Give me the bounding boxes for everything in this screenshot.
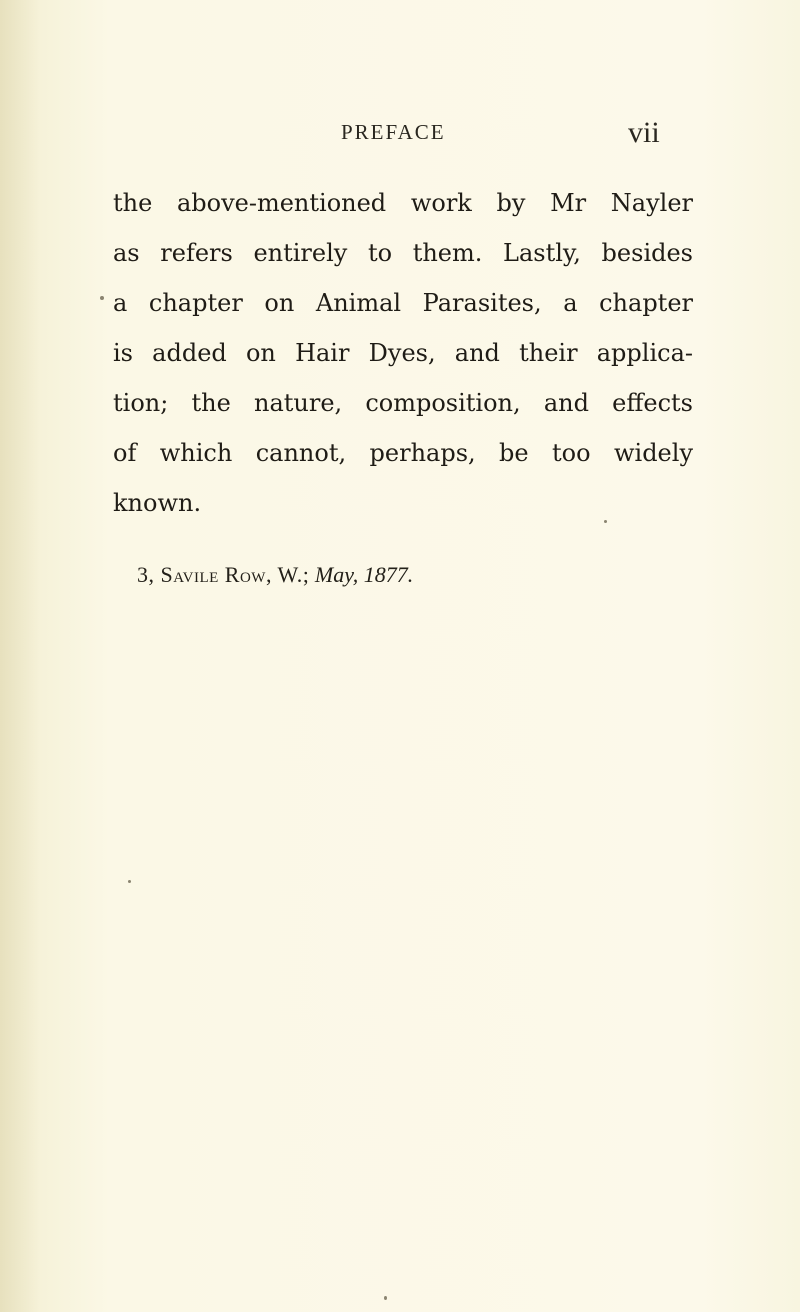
text-line: of which cannot, perhaps, be too widely	[113, 439, 693, 467]
text-line: as refers entirely to them. Lastly, besides	[113, 239, 693, 267]
signature-line	[137, 562, 413, 588]
gutter-shadow	[0, 0, 40, 1312]
text-line: tion; the nature, composition, and effects	[113, 389, 693, 417]
paper-speck	[100, 296, 104, 300]
text-line: the above-mentioned work by Mr Nayler	[113, 189, 693, 217]
text-line: known.	[113, 489, 202, 517]
text-line: a chapter on Animal Parasites, a chapter	[113, 289, 693, 317]
page-number: vii	[628, 116, 660, 149]
paper-speck	[384, 1296, 387, 1300]
signature-date: May, 1877.	[314, 562, 414, 587]
body-paragraph	[113, 183, 693, 533]
paper-speck	[128, 880, 131, 883]
running-head	[0, 116, 800, 156]
signature-address: 3, Savile Row, W.;	[137, 562, 310, 587]
text-line: is added on Hair Dyes, and their applica-	[113, 339, 693, 367]
paper-speck	[604, 520, 607, 523]
running-title: PREFACE	[341, 120, 446, 144]
